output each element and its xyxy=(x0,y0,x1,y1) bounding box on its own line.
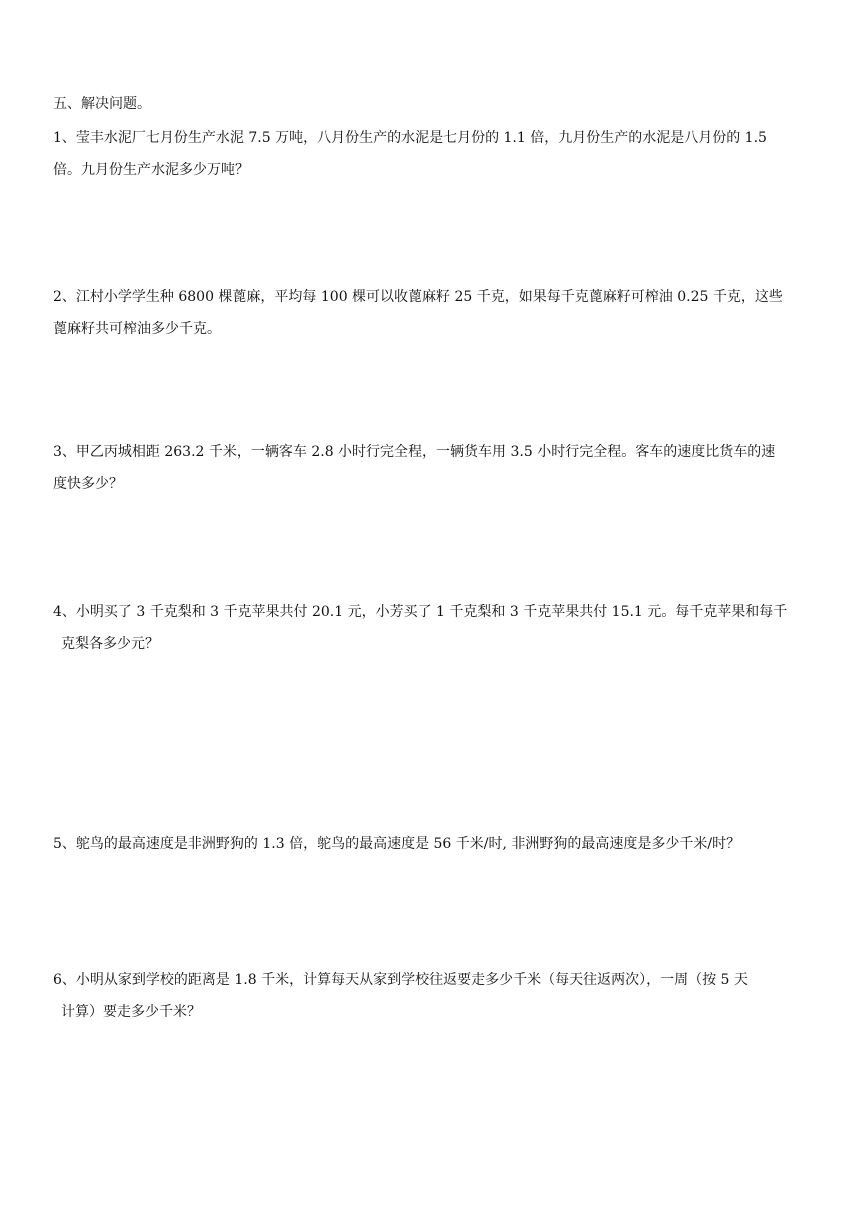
problem-3 xyxy=(53,436,809,500)
problem-1 xyxy=(53,122,809,186)
problem-1-line-1: 1、莹丰水泥厂七月份生产水泥 7.5 万吨，八月份生产的水泥是七月份的 1.1 倍，九月份生产的水泥是八月份的 1.5 xyxy=(53,130,767,146)
problem-3-line-1: 3、甲乙丙城相距 263.2 千米，一辆客车 2.8 小时行完全程，一辆货车用 3.5 小时行完全程。客车的速度比货车的速 xyxy=(53,444,776,460)
problem-3-line-2: 度快多少？ xyxy=(53,476,123,492)
problem-2 xyxy=(53,281,809,345)
problem-6-line-1: 6、小明从家到学校的距离是 1.8 千米，计算每天从家到学校往返要走多少千米（每天往返两次），一周（按 5 天 xyxy=(53,972,748,988)
problem-4 xyxy=(53,596,809,660)
problem-5-line-1: 5、鸵鸟的最高速度是非洲野狗的 1.3 倍，鸵鸟的最高速度是 56 千米/时, 非洲野狗的最高速度是多少千米/时？ xyxy=(53,836,741,852)
problem-4-line-2: 克梨各多少元？ xyxy=(61,636,159,652)
problem-6-line-2: 计算）要走多少千米？ xyxy=(61,1004,201,1020)
problem-5 xyxy=(53,828,809,860)
problem-4-line-1: 4、小明买了 3 千克梨和 3 千克苹果共付 20.1 元，小芳买了 1 千克梨和 3 千克苹果共付 15.1 元。每千克苹果和每千 xyxy=(53,604,788,620)
section-heading: 五、解决问题。 xyxy=(53,96,151,112)
problem-1-line-2: 倍。九月份生产水泥多少万吨？ xyxy=(53,162,249,178)
problem-6 xyxy=(53,964,809,1028)
problem-2-line-2: 蓖麻籽共可榨油多少千克。 xyxy=(53,321,221,337)
problem-2-line-1: 2、江村小学学生种 6800 棵蓖麻，平均每 100 棵可以收蓖麻籽 25 千克，如果每千克蓖麻籽可榨油 0.25 千克，这些 xyxy=(53,289,783,305)
